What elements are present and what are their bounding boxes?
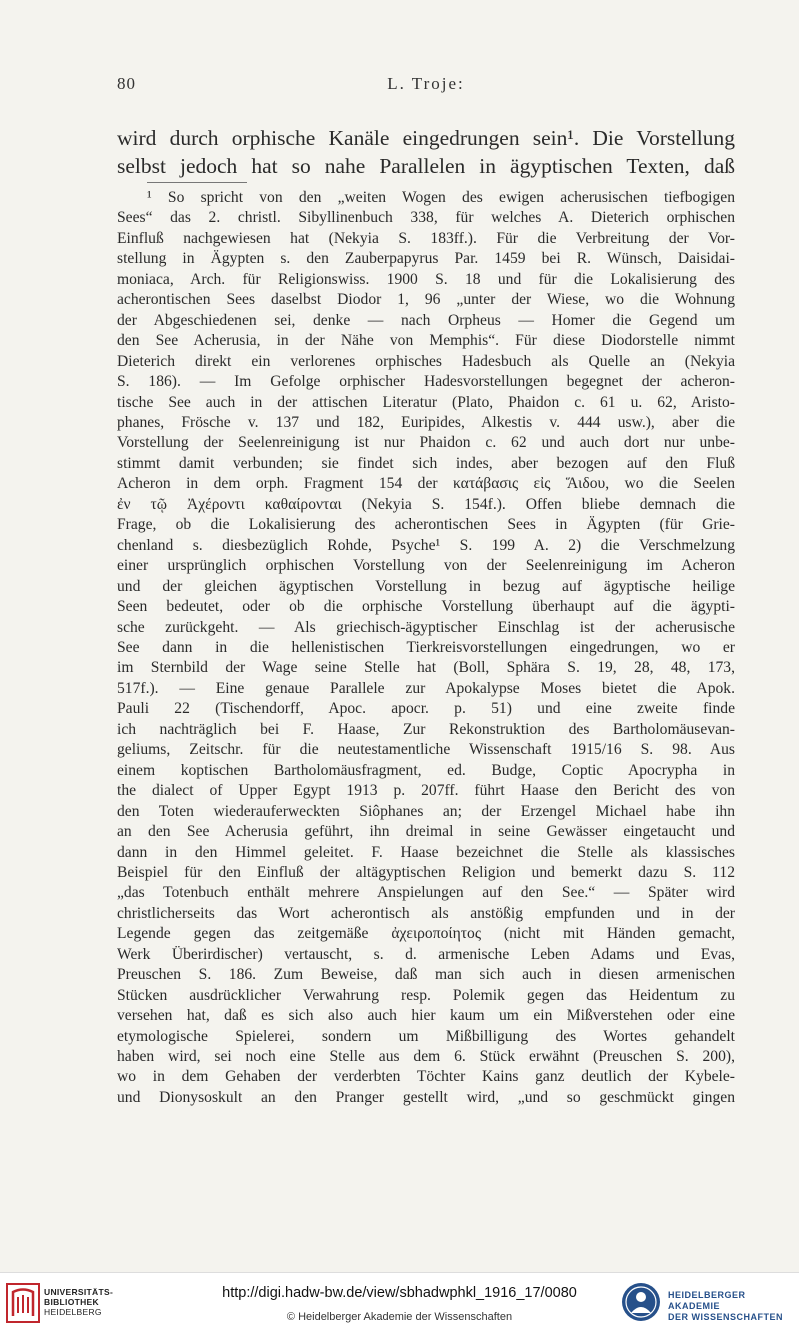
footnote-line: im Sternbild der Wage seine Stelle hat (Boll, Sphära S. 19, 28, 48, 173, (117, 659, 735, 677)
footnote-line: Werk Überirdischer) vertauscht, s. d. armenische Leben Adams und Evas, (117, 945, 735, 963)
footnote-line: Acheron in dem orph. Fragment 154 der κατάβασις εἰς Ἅιδου, wo die Seelen (117, 475, 735, 493)
footnote-line: versehen hat, daß es sich also auch hier kaum um ein Mißverstehen oder eine (117, 1007, 735, 1025)
footnote-line: einer ursprünglich orphischen Vorstellung von der Seelenreinigung im Acheron (117, 557, 735, 575)
footnote-line: christlicherseits das Wort acherontisch als anstößig empfunden und in der (117, 904, 735, 922)
footnote-line: der Abgeschiedenen sei, denke — nach Orpheus — Homer die Gegend um (117, 311, 735, 329)
footnote-line: und der gleichen ägyptischen Vorstellung in bezug auf ägyptische heilige (117, 577, 735, 595)
footnote-line: stellung in Ägypten s. den Zauberpapyrus Par. 1459 bei R. Wünsch, Daisidai- (117, 250, 735, 268)
footnote-line: Pauli 22 (Tischendorff, Apoc. apocr. p. 51) und eine zweite finde (117, 700, 735, 718)
footnote-line: Preuschen S. 186. Zum Beweise, daß man sich auch in diesen armenischen (117, 966, 735, 984)
academy-name: HEIDELBERGER AKADEMIE DER WISSENSCHAFTEN (668, 1290, 784, 1322)
footnote-separator (147, 182, 247, 183)
footnote-line: the dialect of Upper Egypt 1913 p. 207ff. führt Haase den Bericht des von (117, 782, 735, 800)
footnote-line: S. 186). — Im Gefolge orphischer Hadesvorstellungen begegnet der acheron- (117, 373, 735, 391)
footnote-line: ¹ So spricht von den „weiten Wogen des ewigen acherusischen tiefbogigen (147, 189, 735, 206)
main-text-line: wird durch orphische Kanäle eingedrungen sein¹. Die Vorstellung (117, 126, 735, 150)
footnote-line: moniaca, Arch. für Religionswiss. 1900 S. 18 und für die Lokalisierung des (117, 270, 735, 288)
main-text (117, 124, 735, 180)
footnote-line: Sees“ das 2. christl. Sibyllinenbuch 338, für welches A. Dieterich orphischen (117, 209, 735, 227)
footnote (117, 188, 735, 1108)
page-number: 80 (117, 74, 136, 93)
footnote-line: Beispiel für den Einfluß der altägyptischen Religion und bemerkt dazu S. 112 (117, 863, 735, 881)
footnote-line: an den See Acherusia geführt, ihn dreimal in seine Gewässer eingetaucht und (117, 823, 735, 841)
footnote-line: geliums, Zeitschr. für die neutestamentliche Wissenschaft 1915/16 S. 98. Aus (117, 741, 735, 759)
footnote-line: Einfluß nachgewiesen hat (Nekyia S. 183ff.). Für die Verbreitung der Vor- (117, 229, 735, 247)
footnote-line: Frage, ob die Lokalisierung des acherontischen Sees in Ägypten (für Grie- (117, 516, 735, 534)
footnote-line: haben wird, sei noch eine Stelle aus dem 6. Stück erwähnt (Preuschen S. 200), (117, 1048, 735, 1066)
permalink-url[interactable]: http://digi.hadw-bw.de/view/sbhadwphkl_1916_17/0080 (222, 1285, 577, 1301)
university-library-name: UNIVERSITÄTS- BIBLIOTHEK HEIDELBERG (44, 1287, 114, 1317)
footnote-line: „das Totenbuch enthält mehrere Anspielungen auf den See.“ — Später wird (117, 884, 735, 902)
footnote-line: etymologische Spielerei, sondern um Mißbilligung des Wortes gehandelt (117, 1027, 735, 1045)
footnote-line: See dann in die hellenistischen Tierkreisvorstellungen eingedrungen, wo er (117, 638, 735, 656)
footnote-line: phanes, Frösche v. 137 und 182, Euripides, Alkestis v. 444 usw.), aber die (117, 413, 735, 431)
viewer-footer (0, 1272, 799, 1331)
footnote-line: sche zurückgeht. — Als griechisch-ägyptischer Einschlag ist der acherusische (117, 618, 735, 636)
footnote-line: den See Acherusia, in der Nähe von Memphis“. Für diese Diodorstelle nimmt (117, 332, 735, 350)
footnote-line: den Toten wiederauferweckten Siôphanes an; der Erzengel Michael habe ihn (117, 802, 735, 820)
footnote-line: ich nachträglich bei F. Haase, Zur Rekonstruktion des Bartholomäusevan- (117, 720, 735, 738)
footnote-line: einem koptischen Bartholomäusfragment, ed. Budge, Coptic Apocrypha in (117, 761, 735, 779)
footnote-line: ἐν τῷ Ἀχέροντι καθαίρονται (Nekyia S. 154f.). Offen bliebe demnach die (117, 495, 735, 513)
running-header (117, 74, 735, 98)
footnote-line: tische See auch in der attischen Literatur (Plato, Phaidon c. 61 u. 62, Aristo- (117, 393, 735, 411)
running-head-title: L. Troje: (387, 74, 465, 93)
footnote-line: Seen bedeutet, oder ob die orphische Vorstellung überhaupt auf die ägypti- (117, 598, 735, 616)
footnote-line: Stücken ausdrücklicher Verwahrung resp. Polemik gegen das Heidentum zu (117, 986, 735, 1004)
footnote-line: chenland s. diesbezüglich Rohde, Psyche¹ S. 199 A. 2) die Verschmelzung (117, 536, 735, 554)
footnote-line: 517f.). — Eine genaue Parallele zur Apokalypse Moses bietet die Apok. (117, 679, 735, 697)
footnote-line: dann in den Himmel geleitet. F. Haase bezeichnet die Stelle als klassisches (117, 843, 735, 861)
footnote-line: und Dionysoskult an den Pranger gestellt wird, „und so geschmückt gingen (117, 1088, 735, 1106)
footnote-line: acherontischen Sees daselbst Diodor 1, 96 „unter der Wiese, wo die Wohnung (117, 291, 735, 309)
main-text-line: selbst jedoch hat so nahe Parallelen in ägyptischen Texten, daß (117, 154, 735, 178)
footnote-line: Legende gegen das zeitgemäße ἀχειροποίητος (nicht mit Händen gemacht, (117, 925, 735, 943)
footnote-line: wo in dem Gehaben der verderbten Töchter Kains ganz deutlich der Kybele- (117, 1068, 735, 1086)
footnote-line: stimmt damit verbunden; sie findet sich indes, aber bezogen auf den Fluß (117, 454, 735, 472)
academy-seal-icon (620, 1281, 662, 1323)
copyright-notice: © Heidelberger Akademie der Wissenschaften (286, 1311, 513, 1323)
footnote-line: Dieterich direkt ein verlorenes orphisches Hadesbuch als Quelle an (Nekyia (117, 352, 735, 370)
footnote-line: Vorstellung der Seelenreinigung ist nur Phaidon c. 62 und auch dort nur unbe- (117, 434, 735, 452)
